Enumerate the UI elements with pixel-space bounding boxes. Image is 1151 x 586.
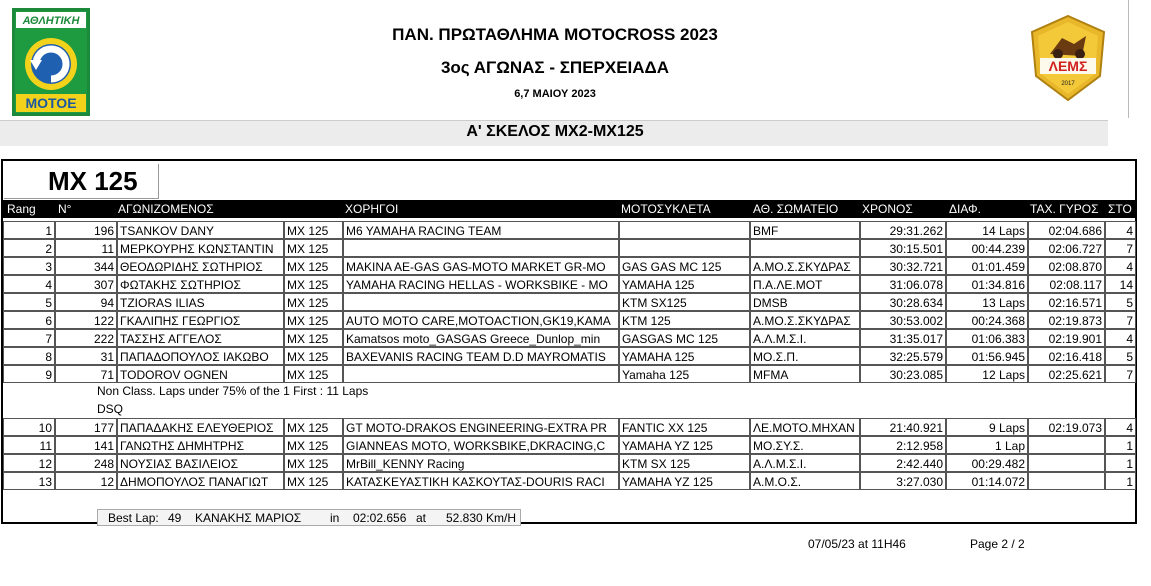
cell-number: 94 [55,293,117,311]
best-lap-number: 49 [168,511,182,525]
cell-on-lap: 7 [1105,239,1136,257]
cell-on-lap: 4 [1105,221,1136,239]
col-time: ΧΡΟΝΟΣ [862,202,913,216]
cell-club: Α.ΜΟ.Σ.ΣΚΥΔΡΑΣ [750,257,860,275]
cell-time: 30:23.085 [860,365,946,383]
cell-rang: 1 [3,221,55,239]
cell-gap: 01:34.816 [946,275,1028,293]
cell-club: Α.Μ.Ο.Σ. [750,472,860,490]
cell-fastest-lap: 02:08.117 [1028,275,1105,293]
cell-number: 344 [55,257,117,275]
cell-class: MX 125 [284,472,343,490]
cell-fastest-lap: 02:25.621 [1028,365,1105,383]
cell-club: Α.ΜΟ.Σ.ΣΚΥΔΡΑΣ [750,311,860,329]
cell-fastest-lap: 02:16.418 [1028,347,1105,365]
cell-class: MX 125 [284,347,343,365]
cell-club: Π.Α.ΛΕ.ΜΟΤ [750,275,860,293]
cell-club: ΛΕ.ΜΟΤΟ.ΜΗΧΑΝ [750,418,860,436]
cell-rang: 11 [3,436,55,454]
cell-number: 196 [55,221,117,239]
cell-number: 177 [55,418,117,436]
best-lap-time: 02:02.656 [353,511,407,525]
cell-time: 2:42.440 [860,454,946,472]
table-row [3,311,1136,329]
cell-time: 3:27.030 [860,472,946,490]
cell-time: 30:53.002 [860,311,946,329]
col-on-lap: ΣΤΟ [1108,202,1132,216]
cell-gap: 00:29.482 [946,454,1028,472]
logo-left-top: ΑΘΛΗΤΙΚΗ [22,15,80,27]
cell-rang: 7 [3,329,55,347]
table-row [3,454,1136,472]
cell-number: 122 [55,311,117,329]
best-lap-label: Best Lap: [108,511,159,525]
best-lap-speed: 52.830 Km/H [446,511,517,525]
cell-class: MX 125 [284,257,343,275]
page-number: Page 2 / 2 [970,537,1025,551]
cell-sponsor [343,365,619,383]
best-lap-in: in [330,511,340,525]
col-motorcycle: ΜΟΤΟΣΥΚΛΕΤΑ [621,202,711,216]
table-row [3,221,1136,239]
cell-motorcycle: GASGAS MC 125 [619,329,750,347]
table-row [3,239,1136,257]
cell-fastest-lap: 02:04.686 [1028,221,1105,239]
table-row [3,257,1136,275]
cell-sponsor: GIANNEAS MOTO, WORKSBIKE,DKRACING,C [343,436,619,454]
table-row [3,293,1136,311]
cell-number: 141 [55,436,117,454]
header-edge-line [1128,0,1129,118]
cell-gap: 9 Laps [946,418,1028,436]
cell-motorcycle: KTM 125 [619,311,750,329]
cell-gap: 01:14.072 [946,472,1028,490]
table-row [3,347,1136,365]
cell-class: MX 125 [284,311,343,329]
cell-gap: 12 Laps [946,365,1028,383]
cell-class: MX 125 [284,275,343,293]
cell-class: MX 125 [284,454,343,472]
cell-rider: TODOROV OGNEN [117,365,284,383]
print-timestamp: 07/05/23 at 11H46 [808,537,906,551]
cell-class: MX 125 [284,239,343,257]
table-row [3,472,1136,490]
cell-rider: ΦΩΤΑΚΗΣ ΣΩΤΗΡΙΟΣ [117,275,284,293]
cell-on-lap: 1 [1105,454,1136,472]
cell-rider: TSANKOV DANY [117,221,284,239]
cell-rider: TZIORAS ILIAS [117,293,284,311]
cell-gap: 01:56.945 [946,347,1028,365]
cell-on-lap: 4 [1105,418,1136,436]
cell-rang: 3 [3,257,55,275]
cell-rider: ΓΑΝΩΤΗΣ ΔΗΜΗΤΡΗΣ [117,436,284,454]
cell-on-lap: 5 [1105,347,1136,365]
col-rider: ΑΓΩΝΙΖΟΜΕΝΟΣ [118,202,214,216]
table-row [3,329,1136,347]
cell-on-lap: 4 [1105,257,1136,275]
cell-fastest-lap: 02:19.073 [1028,418,1105,436]
cell-fastest-lap [1028,436,1105,454]
cell-class: MX 125 [284,365,343,383]
event-date: 6,7 ΜΑΙΟΥ 2023 [514,88,596,100]
cell-motorcycle: KTM SX 125 [619,454,750,472]
cell-gap: 01:06.383 [946,329,1028,347]
cell-number: 11 [55,239,117,257]
col-rang: Rang [7,202,36,216]
cell-fastest-lap: 02:16.571 [1028,293,1105,311]
best-lap-rider: ΚΑΝΑΚΗΣ ΜΑΡΙΟΣ [195,511,302,525]
class-title: MX 125 [48,166,138,196]
cell-motorcycle: YAMAHA YZ 125 [619,472,750,490]
cell-motorcycle: YAMAHA YZ 125 [619,436,750,454]
table-row [3,275,1136,293]
championship-title: ΠΑΝ. ΠΡΩΤΑΘΛΗΜΑ MOTOCROSS 2023 [392,25,718,44]
cell-club: ΜΟ.ΣΥ.Σ. [750,436,860,454]
cell-number: 12 [55,472,117,490]
cell-rang: 6 [3,311,55,329]
table-row [3,436,1136,454]
cell-club: DMSB [750,293,860,311]
cell-sponsor: BAXEVANIS RACING TEAM D.D MAYROMATIS [343,347,619,365]
dsq-label: DSQ [97,402,124,416]
cell-on-lap: 1 [1105,472,1136,490]
cell-class: MX 125 [284,221,343,239]
cell-sponsor [343,239,619,257]
cell-on-lap: 4 [1105,329,1136,347]
cell-time: 21:40.921 [860,418,946,436]
table-row [3,418,1136,436]
cell-rider: ΠΑΠΑΔΟΠΟΥΛΟΣ ΙΑΚΩΒΟ [117,347,284,365]
cell-motorcycle: YAMAHA 125 [619,275,750,293]
cell-on-lap: 14 [1105,275,1136,293]
cell-rang: 8 [3,347,55,365]
cell-sponsor: GT MOTO-DRAKOS ENGINEERING-EXTRA PR [343,418,619,436]
cell-time: 31:35.017 [860,329,946,347]
cell-fastest-lap: 02:19.901 [1028,329,1105,347]
cell-on-lap: 1 [1105,436,1136,454]
cell-rang: 2 [3,239,55,257]
cell-on-lap: 7 [1105,365,1136,383]
cell-number: 31 [55,347,117,365]
table-header [2,200,1136,218]
cell-sponsor: MAKINA AE-GAS GAS-MOTO MARKET GR-MO [343,257,619,275]
cell-motorcycle: GAS GAS MC 125 [619,257,750,275]
cell-rang: 12 [3,454,55,472]
cell-rider: ΓΚΑΛΙΠΗΣ ΓΕΩΡΓΙΟΣ [117,311,284,329]
best-lap-at: at [416,511,427,525]
cell-gap: 01:01.459 [946,257,1028,275]
cell-motorcycle: FANTIC XX 125 [619,418,750,436]
cell-gap: 14 Laps [946,221,1028,239]
cell-motorcycle [619,221,750,239]
cell-rider: ΝΟΥΣΙΑΣ ΒΑΣΙΛΕΙΟΣ [117,454,284,472]
cell-time: 2:12.958 [860,436,946,454]
cell-sponsor: YAMAHA RACING HELLAS - WORKSBIKE - MO [343,275,619,293]
cell-sponsor [343,293,619,311]
cell-number: 248 [55,454,117,472]
cell-fastest-lap: 02:06.727 [1028,239,1105,257]
cell-number: 307 [55,275,117,293]
cell-class: MX 125 [284,293,343,311]
cell-rang: 13 [3,472,55,490]
cell-rider: ΘΕΟΔΩΡΙΔΗΣ ΣΩΤΗΡΙΟΣ [117,257,284,275]
cell-motorcycle: KTM SX125 [619,293,750,311]
cell-rider: ΜΕΡΚΟΥΡΗΣ ΚΩΝΣΤΑΝΤΙΝ [117,239,284,257]
cell-club: BMF [750,221,860,239]
cell-rider: ΔΗΜΟΠΟΥΛΟΣ ΠΑΝΑΓΙΩΤ [117,472,284,490]
cell-time: 31:06.078 [860,275,946,293]
race-subtitle: Α' ΣΚΕΛΟΣ MX2-MX125 [466,123,644,140]
cell-fastest-lap: 02:19.873 [1028,311,1105,329]
logo-left-bottom: ΜΟΤΟΕ [25,95,77,111]
cell-class: MX 125 [284,418,343,436]
cell-on-lap: 7 [1105,311,1136,329]
cell-sponsor: Kamatsos moto_GASGAS Greece_Dunlop_min [343,329,619,347]
logo-right-year: 2017 [1061,81,1075,87]
cell-motorcycle [619,239,750,257]
cell-club: Α.Λ.Μ.Σ.Ι. [750,454,860,472]
cell-club: Α.Λ.Μ.Σ.Ι. [750,329,860,347]
col-number: N° [58,202,72,216]
cell-class: MX 125 [284,329,343,347]
cell-club [750,239,860,257]
cell-time: 32:25.579 [860,347,946,365]
table-row [3,365,1136,383]
cell-sponsor: MrBill_KENNY Racing [343,454,619,472]
cell-time: 30:15.501 [860,239,946,257]
cell-rider: ΤΑΣΣΗΣ ΑΓΓΕΛΟΣ [117,329,284,347]
cell-time: 29:31.262 [860,221,946,239]
cell-motorcycle: Yamaha 125 [619,365,750,383]
col-club: ΑΘ. ΣΩΜΑΤΕΙΟ [753,202,839,216]
cell-number: 71 [55,365,117,383]
cell-number: 222 [55,329,117,347]
cell-sponsor: AUTO MOTO CARE,MOTOACTION,GK19,KAMA [343,311,619,329]
cell-gap: 00:24.368 [946,311,1028,329]
cell-motorcycle: YAMAHA 125 [619,347,750,365]
cell-gap: 13 Laps [946,293,1028,311]
cell-rang: 4 [3,275,55,293]
cell-time: 30:32.721 [860,257,946,275]
cell-rang: 9 [3,365,55,383]
cell-fastest-lap: 02:08.870 [1028,257,1105,275]
logo-right-text: ΛΕΜΣ [1048,58,1088,74]
cell-rang: 10 [3,418,55,436]
non-class-note: Non Class. Laps under 75% of the 1 First : 11 Laps [97,384,369,398]
best-lap-box [97,509,521,526]
col-gap: ΔΙΑΦ. [949,202,981,216]
cell-club: MFMA [750,365,860,383]
col-fastest-lap: ΤΑΧ. ΓΥΡΟΣ [1030,202,1099,216]
cell-fastest-lap [1028,472,1105,490]
cell-club: ΜΟ.Σ.Π. [750,347,860,365]
cell-sponsor: ΚΑΤΑΣΚΕΥΑΣΤΙΚΗ ΚΑΣΚΟΥΤΑΣ-DOURIS RACI [343,472,619,490]
cell-on-lap: 5 [1105,293,1136,311]
cell-sponsor: M6 YAMAHA RACING TEAM [343,221,619,239]
col-sponsors: ΧΟΡΗΓΟΙ [345,202,399,216]
cell-class: MX 125 [284,436,343,454]
cell-gap: 1 Lap [946,436,1028,454]
cell-gap: 00:44.239 [946,239,1028,257]
cell-rider: ΠΑΠΑΔΑΚΗΣ ΕΛΕΥΘΕΡΙΟΣ [117,418,284,436]
cell-rang: 5 [3,293,55,311]
cell-time: 30:28.634 [860,293,946,311]
cell-fastest-lap [1028,454,1105,472]
event-title: 3ος ΑΓΩΝΑΣ - ΣΠΕΡΧΕΙΑΔΑ [440,58,670,77]
